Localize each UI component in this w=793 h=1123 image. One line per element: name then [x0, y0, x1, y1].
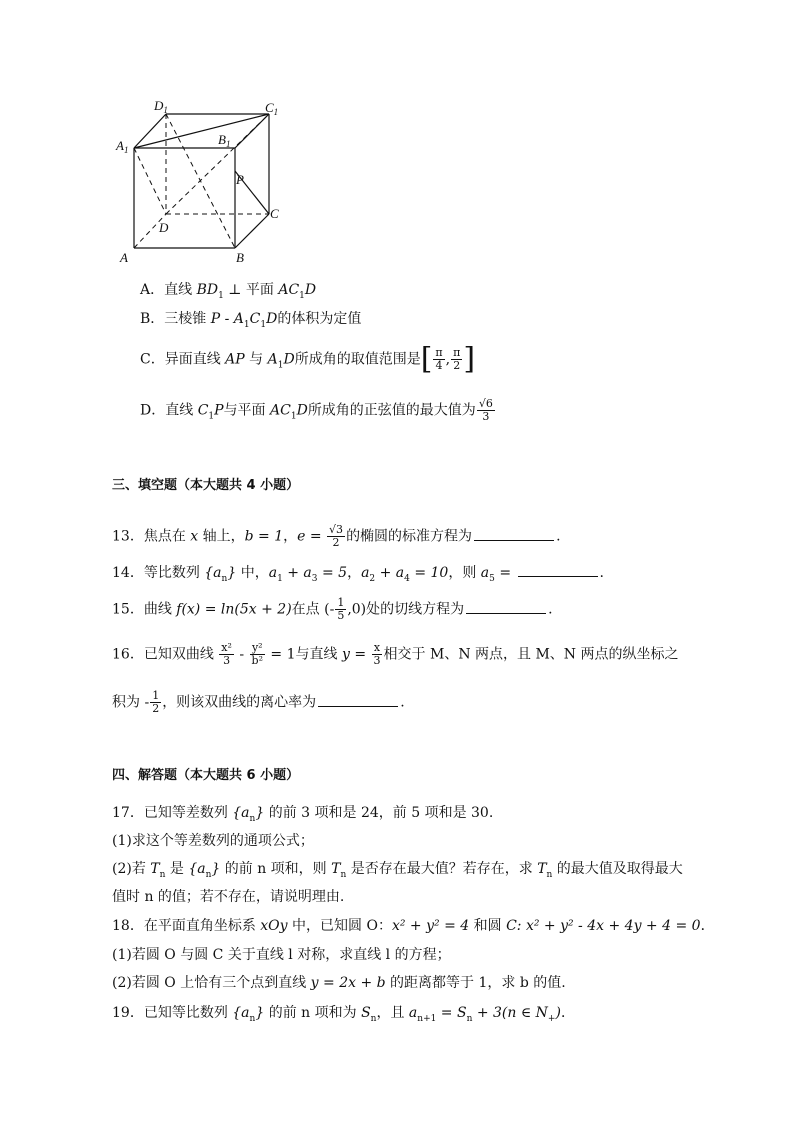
question-13: 13．焦点在 x 轴上，b = 1，e = $\frac{√3}{2}$ 的椭圆的标准方程为 . — [112, 523, 561, 549]
label-d: D — [159, 220, 169, 235]
section-4-title: 四、解答题（本大题共 6 小题） — [112, 768, 300, 783]
answer-blank-15 — [466, 601, 546, 614]
question-17-line-3: (2)若 $T_n$ 是 $\{a_n\}$ 的前 n 项和，则 $T_n$ 是否存在最大值？若存在，求 $T_n$ 的最大值及取得最大 — [112, 861, 683, 880]
label-b: B — [236, 250, 244, 265]
label-c: C — [270, 206, 279, 221]
label-d1: $D_1$ — [154, 98, 168, 115]
section-3-title: 三、填空题（本大题共 4 小题） — [112, 478, 300, 493]
question-17-line-2: (1)求这个等差数列的通项公式； — [112, 833, 314, 849]
question-17-line-4: 值时 n 的值；若不存在，请说明理由. — [112, 889, 345, 905]
question-14: 14．等比数列 $\{a_n\}$ 中，$a_1 + a_3 = 5$，$a_2 + a_4 = 10$，则 $a_5$ = . — [112, 565, 604, 584]
question-19: 19．已知等比数列 $\{a_n\}$ 的前 n 项和为 $S_n$，且 $a_{n+1} = S_n + 3(n$ ∈ $N_+$)． — [112, 1005, 575, 1024]
option-d: D．直线 $C_1P$与平面 $AC_1D$所成角的正弦值的最大值为 $\frac{√6}{3}$ — [140, 397, 493, 423]
diag-a1d — [134, 148, 166, 214]
question-16-line-1: 16．已知双曲线 $\frac{\text{x²}}{3}$ - $\frac{\text{y²}}{\text{b²}}$ = 1与直线 y = $\frac{x}{3}$ 相交于 M、N 两点，且 M、N 两点的纵坐标之 — [112, 641, 679, 667]
question-18-line-3: (2)若圆 O 上恰有三个点到直线 y = 2x + b 的距离都等于 1，求 b 的值. — [112, 975, 566, 991]
question-17-line-1: 17．已知等差数列 $\{a_n\}$ 的前 3 项和是 24，前 5 项和是 30. — [112, 805, 494, 824]
option-c: C．异面直线 AP 与 $A_1D$所成角的取值范围是[ $\frac{\pi}{4}$ , $\frac{\pi}{2}$ ] — [140, 341, 476, 377]
answer-blank-14 — [518, 564, 598, 577]
option-b: B．三棱锥 P - $A_1C_1D$的体积为定值 — [140, 311, 362, 330]
label-a1: $A_1$ — [116, 138, 129, 155]
label-c1: $C_1$ — [265, 100, 279, 117]
answer-blank-16 — [318, 694, 398, 707]
edge-bc — [235, 214, 269, 248]
answer-blank-13 — [474, 528, 554, 541]
label-a: A — [120, 250, 128, 265]
cube-figure — [112, 96, 292, 266]
question-18-line-2: (1)若圆 O 与圆 C 关于直线 l 对称，求直线 l 的方程； — [112, 947, 451, 963]
label-p: P — [236, 172, 244, 187]
option-a: A．直线 $BD_1$ ⊥ 平面 $AC_1D$ — [140, 282, 317, 301]
question-15: 15．曲线 f(x) = ln(5x + 2)在点 (- $\frac{1}{5}$ ,0)处的切线方程为 . — [112, 596, 553, 622]
label-b1: $B_1$ — [218, 132, 231, 149]
edge-a1d1 — [134, 114, 166, 148]
question-18-line-1: 18．在平面直角坐标系 xOy 中，已知圆 O：x² + y² = 4 和圆 C: x² + y² - 4x + 4y + 4 = 0． — [112, 918, 715, 934]
question-16-line-2: 积为 - $\frac{1}{2}$ ，则该双曲线的离心率为 . — [112, 689, 405, 715]
diag-a1c1 — [134, 114, 269, 148]
